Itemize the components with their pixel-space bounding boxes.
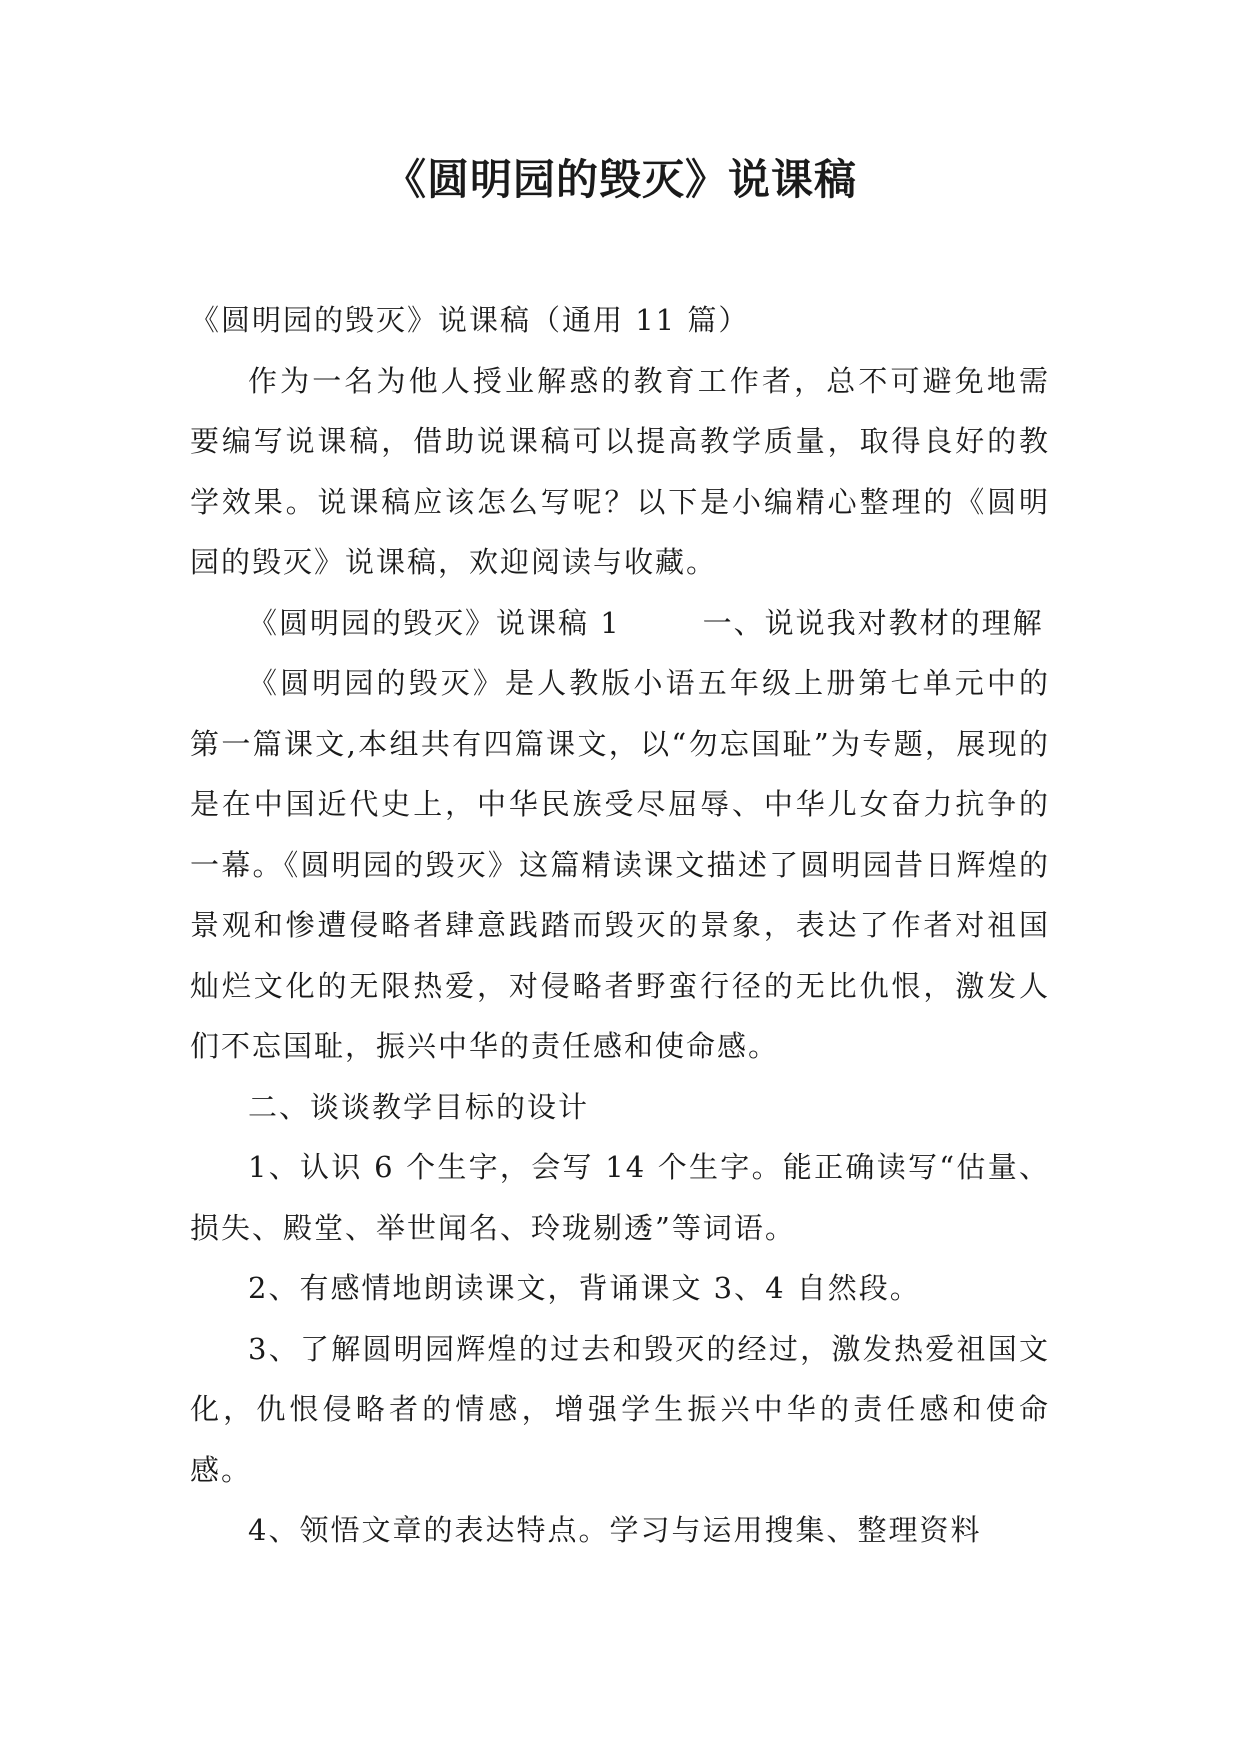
part-one-heading: 一、说说我对教材的理解 [702,605,1044,640]
goal-item-1: 1、认识 6 个生字，会写 14 个生字。能正确读写“估量、损失、殿堂、举世闻名、玲珑剔透”等词语。 [190,1150,1050,1245]
section-heading: 《圆明园的毁灭》说课稿 1 [248,605,621,640]
intro-paragraph: 作为一名为他人授业解惑的教育工作者，总不可避免地需要编写说课稿，借助说课稿可以提高教学质量，取得良好的教学效果。说课稿应该怎么写呢？以下是小编精心整理的《圆明园的毁灭》说课稿，欢迎阅读与收藏。 [190,363,1050,579]
goal-item-2: 2、有感情地朗读课文，背诵课文 3、4 自然段。 [248,1271,921,1305]
section-heading-paragraph [190,593,1050,654]
document-body [190,290,1050,1561]
document-subtitle: 《圆明园的毁灭》说课稿（通用 11 篇） [190,303,750,337]
part-two-heading: 二、谈谈教学目标的设计 [248,1089,590,1124]
goal-item-3: 3、了解圆明园辉煌的过去和毁灭的经过，激发热爱祖国文化，仇恨侵略者的情感，增强学生振兴中华的责任感和使命感。 [190,1331,1050,1487]
textbook-analysis-paragraph: 《圆明园的毁灭》是人教版小语五年级上册第七单元中的第一篇课文,本组共有四篇课文，以“勿忘国耻”为专题，展现的是在中国近代史上，中华民族受尽屈辱、中华儿女奋力抗争的一幕。《圆明园的毁灭》这篇精读课文描述了圆明园昔日辉煌的景观和惨遭侵略者肆意践踏而毁灭的景象，表达了作者对祖国灿烂文化的无限热爱，对侵略者野蛮行径的无比仇恨，激发人们不忘国耻，振兴中华的责任感和使命感。 [190,666,1050,1063]
goal-item-4: 4、领悟文章的表达特点。学习与运用搜集、整理资料 [248,1513,982,1547]
document-title: 《圆明园的毁灭》说课稿 [383,155,857,204]
